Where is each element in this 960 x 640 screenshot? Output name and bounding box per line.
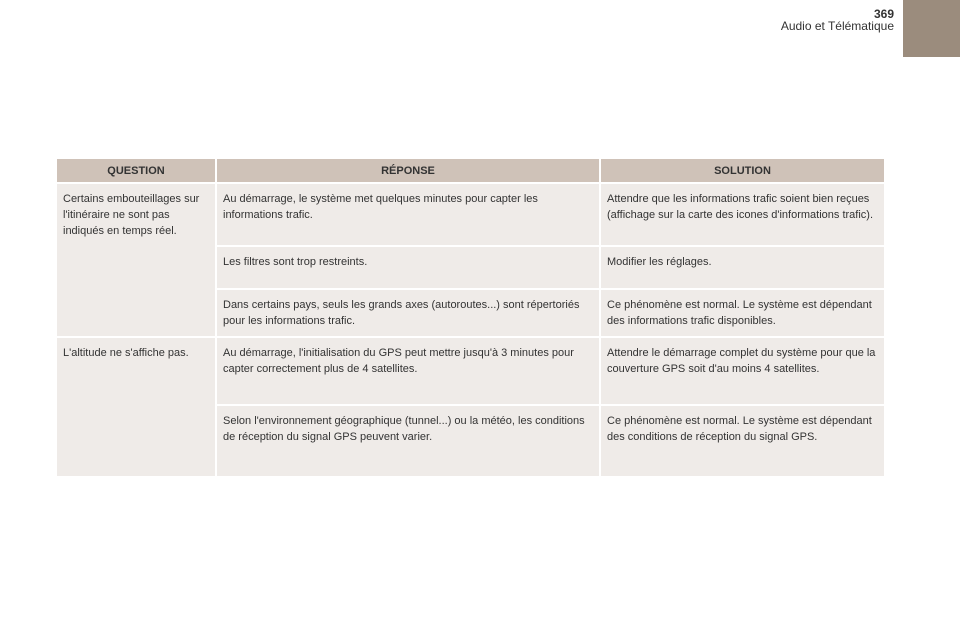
section-title: Audio et Télématique — [780, 19, 894, 33]
answer-cell: Au démarrage, le système met quelques minutes pour capter les informations trafic. — [217, 184, 599, 245]
troubleshooting-table — [55, 157, 886, 478]
table-row — [57, 338, 884, 404]
solution-cell: Ce phénomène est normal. Le système est dépendant des informations trafic disponibles. — [601, 290, 884, 336]
solution-cell: Modifier les réglages. — [601, 247, 884, 288]
answer-cell: Selon l'environnement géographique (tunnel...) ou la météo, les conditions de réception du signal GPS peuvent varier. — [217, 406, 599, 476]
solution-cell: Attendre le démarrage complet du système pour que la couverture GPS soit d'au moins 4 satellites. — [601, 338, 884, 404]
question-cell: Certains embouteillages sur l'itinéraire ne sont pas indiqués en temps réel. — [57, 184, 215, 336]
solution-cell: Attendre que les informations trafic soient bien reçues (affichage sur la carte des icones d'informations trafic). — [601, 184, 884, 245]
answer-cell: Au démarrage, l'initialisation du GPS peut mettre jusqu'à 3 minutes pour capter correctement plus de 4 satellites. — [217, 338, 599, 404]
question-cell: L'altitude ne s'affiche pas. — [57, 338, 215, 476]
column-header-solution: SOLUTION — [601, 159, 884, 182]
table-row — [57, 184, 884, 245]
section-tab — [903, 0, 960, 57]
answer-cell: Dans certains pays, seuls les grands axes (autoroutes...) sont répertoriés pour les informations trafic. — [217, 290, 599, 336]
column-header-answer: RÉPONSE — [217, 159, 599, 182]
column-header-question: QUESTION — [57, 159, 215, 182]
page-number: 369 — [873, 7, 894, 21]
answer-cell: Les filtres sont trop restreints. — [217, 247, 599, 288]
solution-cell: Ce phénomène est normal. Le système est dépendant des conditions de réception du signal GPS. — [601, 406, 884, 476]
table-header-row — [57, 159, 884, 182]
